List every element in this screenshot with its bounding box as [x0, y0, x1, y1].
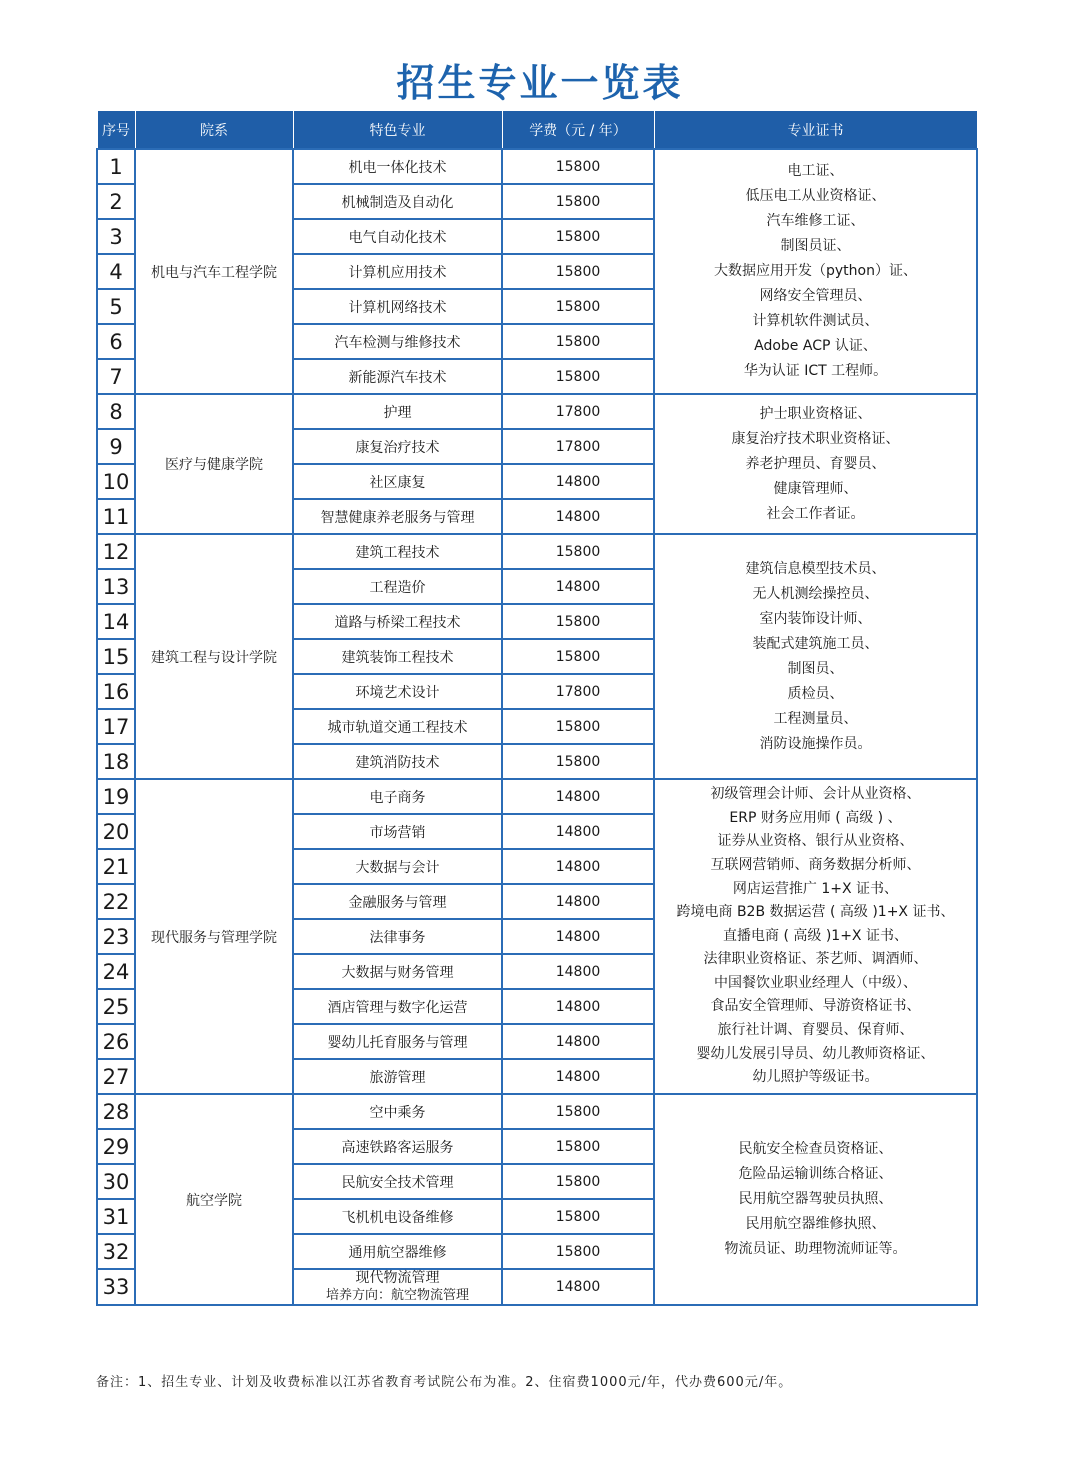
major-cell: 电子商务	[293, 779, 502, 814]
row-number: 10	[97, 464, 135, 499]
certificate-cell	[654, 394, 977, 534]
row-number: 4	[97, 254, 135, 289]
major-cell: 电气自动化技术	[293, 219, 502, 254]
certificate-line: 质检员、	[787, 685, 844, 702]
major-cell: 计算机网络技术	[293, 289, 502, 324]
certificate-line: 物流员证、助理物流师证等。	[724, 1241, 907, 1257]
certificate-line: 法律职业资格证、茶艺师、调酒师、	[703, 951, 928, 968]
row-number: 22	[97, 884, 135, 919]
certificate-line: 制图员、	[787, 660, 844, 677]
major-cell: 法律事务	[293, 919, 502, 954]
certificate-line: 计算机软件测试员、	[752, 313, 879, 329]
major-cell: 飞机机电设备维修	[293, 1199, 502, 1234]
certificate-line: 消防设施操作员。	[759, 735, 872, 752]
row-number: 26	[97, 1024, 135, 1059]
fee-cell: 15800	[502, 1234, 654, 1269]
fee-cell: 14800	[502, 989, 654, 1024]
row-number: 23	[97, 919, 135, 954]
major-cell: 旅游管理	[293, 1059, 502, 1094]
fee-cell: 15800	[502, 1199, 654, 1234]
row-number: 33	[97, 1269, 135, 1305]
table-row	[97, 1094, 977, 1129]
major-cell: 道路与桥梁工程技术	[293, 604, 502, 639]
certificate-line: 护士职业资格证、	[759, 405, 872, 422]
fee-cell: 14800	[502, 814, 654, 849]
row-number: 5	[97, 289, 135, 324]
certificate-line: 大数据应用开发（python）证、	[714, 263, 917, 279]
fee-cell: 15800	[502, 219, 654, 254]
certificate-line: 婴幼儿发展引导员、幼儿教师资格证、	[696, 1045, 935, 1062]
certificate-line: 中国餐饮业职业经理人（中级）、	[714, 974, 917, 991]
header-cert: 专业证书	[654, 111, 977, 150]
fee-cell: 14800	[502, 1059, 654, 1094]
row-number: 1	[97, 149, 135, 184]
major-cell: 婴幼儿托育服务与管理	[293, 1024, 502, 1059]
certificate-line: 养老护理员、育婴员、	[745, 455, 886, 472]
row-number: 32	[97, 1234, 135, 1269]
major-cell: 智慧健康养老服务与管理	[293, 499, 502, 534]
table-body	[97, 149, 977, 1305]
fee-cell: 17800	[502, 394, 654, 429]
fee-cell: 14800	[502, 499, 654, 534]
fee-cell: 17800	[502, 429, 654, 464]
certificate-line: 网店运营推广 1+X 证书、	[732, 880, 899, 897]
certificate-line: 初级管理会计师、会计从业资格、	[710, 786, 921, 803]
fee-cell: 14800	[502, 569, 654, 604]
fee-cell: 15800	[502, 1164, 654, 1199]
row-number: 15	[97, 639, 135, 674]
major-cell: 市场营销	[293, 814, 502, 849]
major-cell: 护理	[293, 394, 502, 429]
row-number: 20	[97, 814, 135, 849]
row-number: 14	[97, 604, 135, 639]
major-cell: 大数据与会计	[293, 849, 502, 884]
fee-cell: 15800	[502, 359, 654, 394]
certificate-line: 室内装饰设计师、	[759, 610, 872, 627]
certificate-cell	[654, 149, 977, 394]
fee-cell: 15800	[502, 534, 654, 569]
major-cell: 建筑工程技术	[293, 534, 502, 569]
major-cell: 城市轨道交通工程技术	[293, 709, 502, 744]
certificate-line: 无人机测绘操控员、	[752, 585, 879, 602]
row-number: 8	[97, 394, 135, 429]
certificate-line: 康复治疗技术职业资格证、	[731, 430, 900, 447]
footnote: 备注：1、招生专业、计划及收费标准以江苏省教育考试院公布为准。2、住宿费1000元/年，代办费600元/年。	[96, 1375, 793, 1390]
fee-cell: 14800	[502, 464, 654, 499]
fee-cell: 14800	[502, 1269, 654, 1305]
fee-cell: 14800	[502, 884, 654, 919]
fee-cell: 14800	[502, 779, 654, 814]
table-row	[97, 149, 977, 184]
row-number: 3	[97, 219, 135, 254]
fee-cell: 14800	[502, 954, 654, 989]
major-cell: 环境艺术设计	[293, 674, 502, 709]
major-cell: 建筑装饰工程技术	[293, 639, 502, 674]
major-cell: 酒店管理与数字化运营	[293, 989, 502, 1024]
certificate-line: 民用航空器维修执照、	[745, 1216, 886, 1232]
major-cell: 社区康复	[293, 464, 502, 499]
major-name: 现代物流管理	[355, 1270, 440, 1286]
page-title: 招生专业一览表	[396, 60, 684, 105]
certificate-line: 直播电商 ( 高级 )1+X 证书、	[723, 927, 908, 944]
header-dept: 院系	[135, 111, 293, 150]
certificate-line: 互联网营销师、商务数据分析师、	[710, 856, 921, 873]
row-number: 2	[97, 184, 135, 219]
row-number: 25	[97, 989, 135, 1024]
department-cell: 航空学院	[135, 1094, 293, 1305]
certificate-line: 证券从业资格、银行从业资格、	[717, 833, 914, 850]
fee-cell: 14800	[502, 849, 654, 884]
certificate-line: ERP 财务应用师 ( 高级 ) 、	[729, 809, 902, 826]
major-cell: 通用航空器维修	[293, 1234, 502, 1269]
major-cell: 机械制造及自动化	[293, 184, 502, 219]
certificate-cell	[654, 1094, 977, 1305]
major-cell: 民航安全技术管理	[293, 1164, 502, 1199]
row-number: 9	[97, 429, 135, 464]
table-row	[97, 394, 977, 429]
certificate-line: 建筑信息模型技术员、	[745, 560, 886, 577]
fee-cell: 15800	[502, 289, 654, 324]
header-fee: 学费（元 / 年）	[502, 111, 654, 150]
table-header-row	[97, 111, 977, 150]
certificate-line: Adobe ACP 认证、	[754, 338, 877, 354]
fee-cell: 14800	[502, 919, 654, 954]
fee-cell: 15800	[502, 709, 654, 744]
certificate-line: 健康管理师、	[773, 480, 858, 497]
header-major: 特色专业	[293, 111, 502, 150]
department-cell: 机电与汽车工程学院	[135, 149, 293, 394]
fee-cell: 15800	[502, 149, 654, 184]
row-number: 16	[97, 674, 135, 709]
row-number: 18	[97, 744, 135, 779]
major-cell: 新能源汽车技术	[293, 359, 502, 394]
fee-cell: 15800	[502, 744, 654, 779]
major-cell: 大数据与财务管理	[293, 954, 502, 989]
row-number: 30	[97, 1164, 135, 1199]
certificate-line: 幼儿照护等级证书。	[752, 1069, 879, 1086]
row-number: 31	[97, 1199, 135, 1234]
major-direction: 培养方向：航空物流管理	[325, 1288, 469, 1303]
row-number: 28	[97, 1094, 135, 1129]
department-cell: 现代服务与管理学院	[135, 779, 293, 1094]
major-cell: 汽车检测与维修技术	[293, 324, 502, 359]
certificate-line: 旅行社计调、育婴员、保育师、	[717, 1022, 914, 1039]
fee-cell: 15800	[502, 184, 654, 219]
row-number: 17	[97, 709, 135, 744]
table-row	[97, 779, 977, 814]
major-cell: 康复治疗技术	[293, 429, 502, 464]
certificate-line: 汽车维修工证、	[766, 213, 865, 229]
fee-cell: 15800	[502, 324, 654, 359]
fee-cell: 17800	[502, 674, 654, 709]
row-number: 27	[97, 1059, 135, 1094]
certificate-line: 低压电工从业资格证、	[745, 188, 886, 204]
fee-cell: 15800	[502, 1129, 654, 1164]
row-number: 24	[97, 954, 135, 989]
certificate-line: 民航安全检查员资格证、	[738, 1141, 893, 1157]
certificate-line: 跨境电商 B2B 数据运营 ( 高级 )1+X 证书、	[676, 904, 955, 921]
row-number: 12	[97, 534, 135, 569]
row-number: 19	[97, 779, 135, 814]
major-cell: 金融服务与管理	[293, 884, 502, 919]
fee-cell: 15800	[502, 639, 654, 674]
row-number: 6	[97, 324, 135, 359]
row-number: 13	[97, 569, 135, 604]
major-cell: 建筑消防技术	[293, 744, 502, 779]
certificate-line: 华为认证 ICT 工程师。	[743, 363, 888, 379]
certificate-line: 网络安全管理员、	[759, 288, 872, 304]
fee-cell: 15800	[502, 604, 654, 639]
certificate-line: 制图员证、	[780, 238, 851, 254]
majors-table	[96, 110, 978, 1306]
fee-cell: 15800	[502, 254, 654, 289]
row-number: 7	[97, 359, 135, 394]
row-number: 29	[97, 1129, 135, 1164]
major-cell	[293, 1269, 502, 1305]
certificate-line: 食品安全管理师、导游资格证书、	[710, 998, 921, 1015]
major-cell: 高速铁路客运服务	[293, 1129, 502, 1164]
certificate-line: 工程测量员、	[773, 710, 858, 727]
fee-cell: 14800	[502, 1024, 654, 1059]
certificate-line: 民用航空器驾驶员执照、	[738, 1191, 893, 1207]
major-cell: 计算机应用技术	[293, 254, 502, 289]
department-cell: 医疗与健康学院	[135, 394, 293, 534]
header-no: 序号	[97, 111, 135, 150]
certificate-cell	[654, 779, 977, 1094]
certificate-line: 装配式建筑施工员、	[752, 635, 879, 652]
fee-cell: 15800	[502, 1094, 654, 1129]
row-number: 11	[97, 499, 135, 534]
table-row	[97, 534, 977, 569]
certificate-line: 社会工作者证。	[766, 505, 865, 522]
major-cell: 工程造价	[293, 569, 502, 604]
major-cell: 机电一体化技术	[293, 149, 502, 184]
row-number: 21	[97, 849, 135, 884]
certificate-line: 电工证、	[787, 163, 844, 179]
certificate-cell	[654, 534, 977, 779]
major-cell: 空中乘务	[293, 1094, 502, 1129]
department-cell: 建筑工程与设计学院	[135, 534, 293, 779]
certificate-line: 危险品运输训练合格证、	[738, 1166, 893, 1182]
